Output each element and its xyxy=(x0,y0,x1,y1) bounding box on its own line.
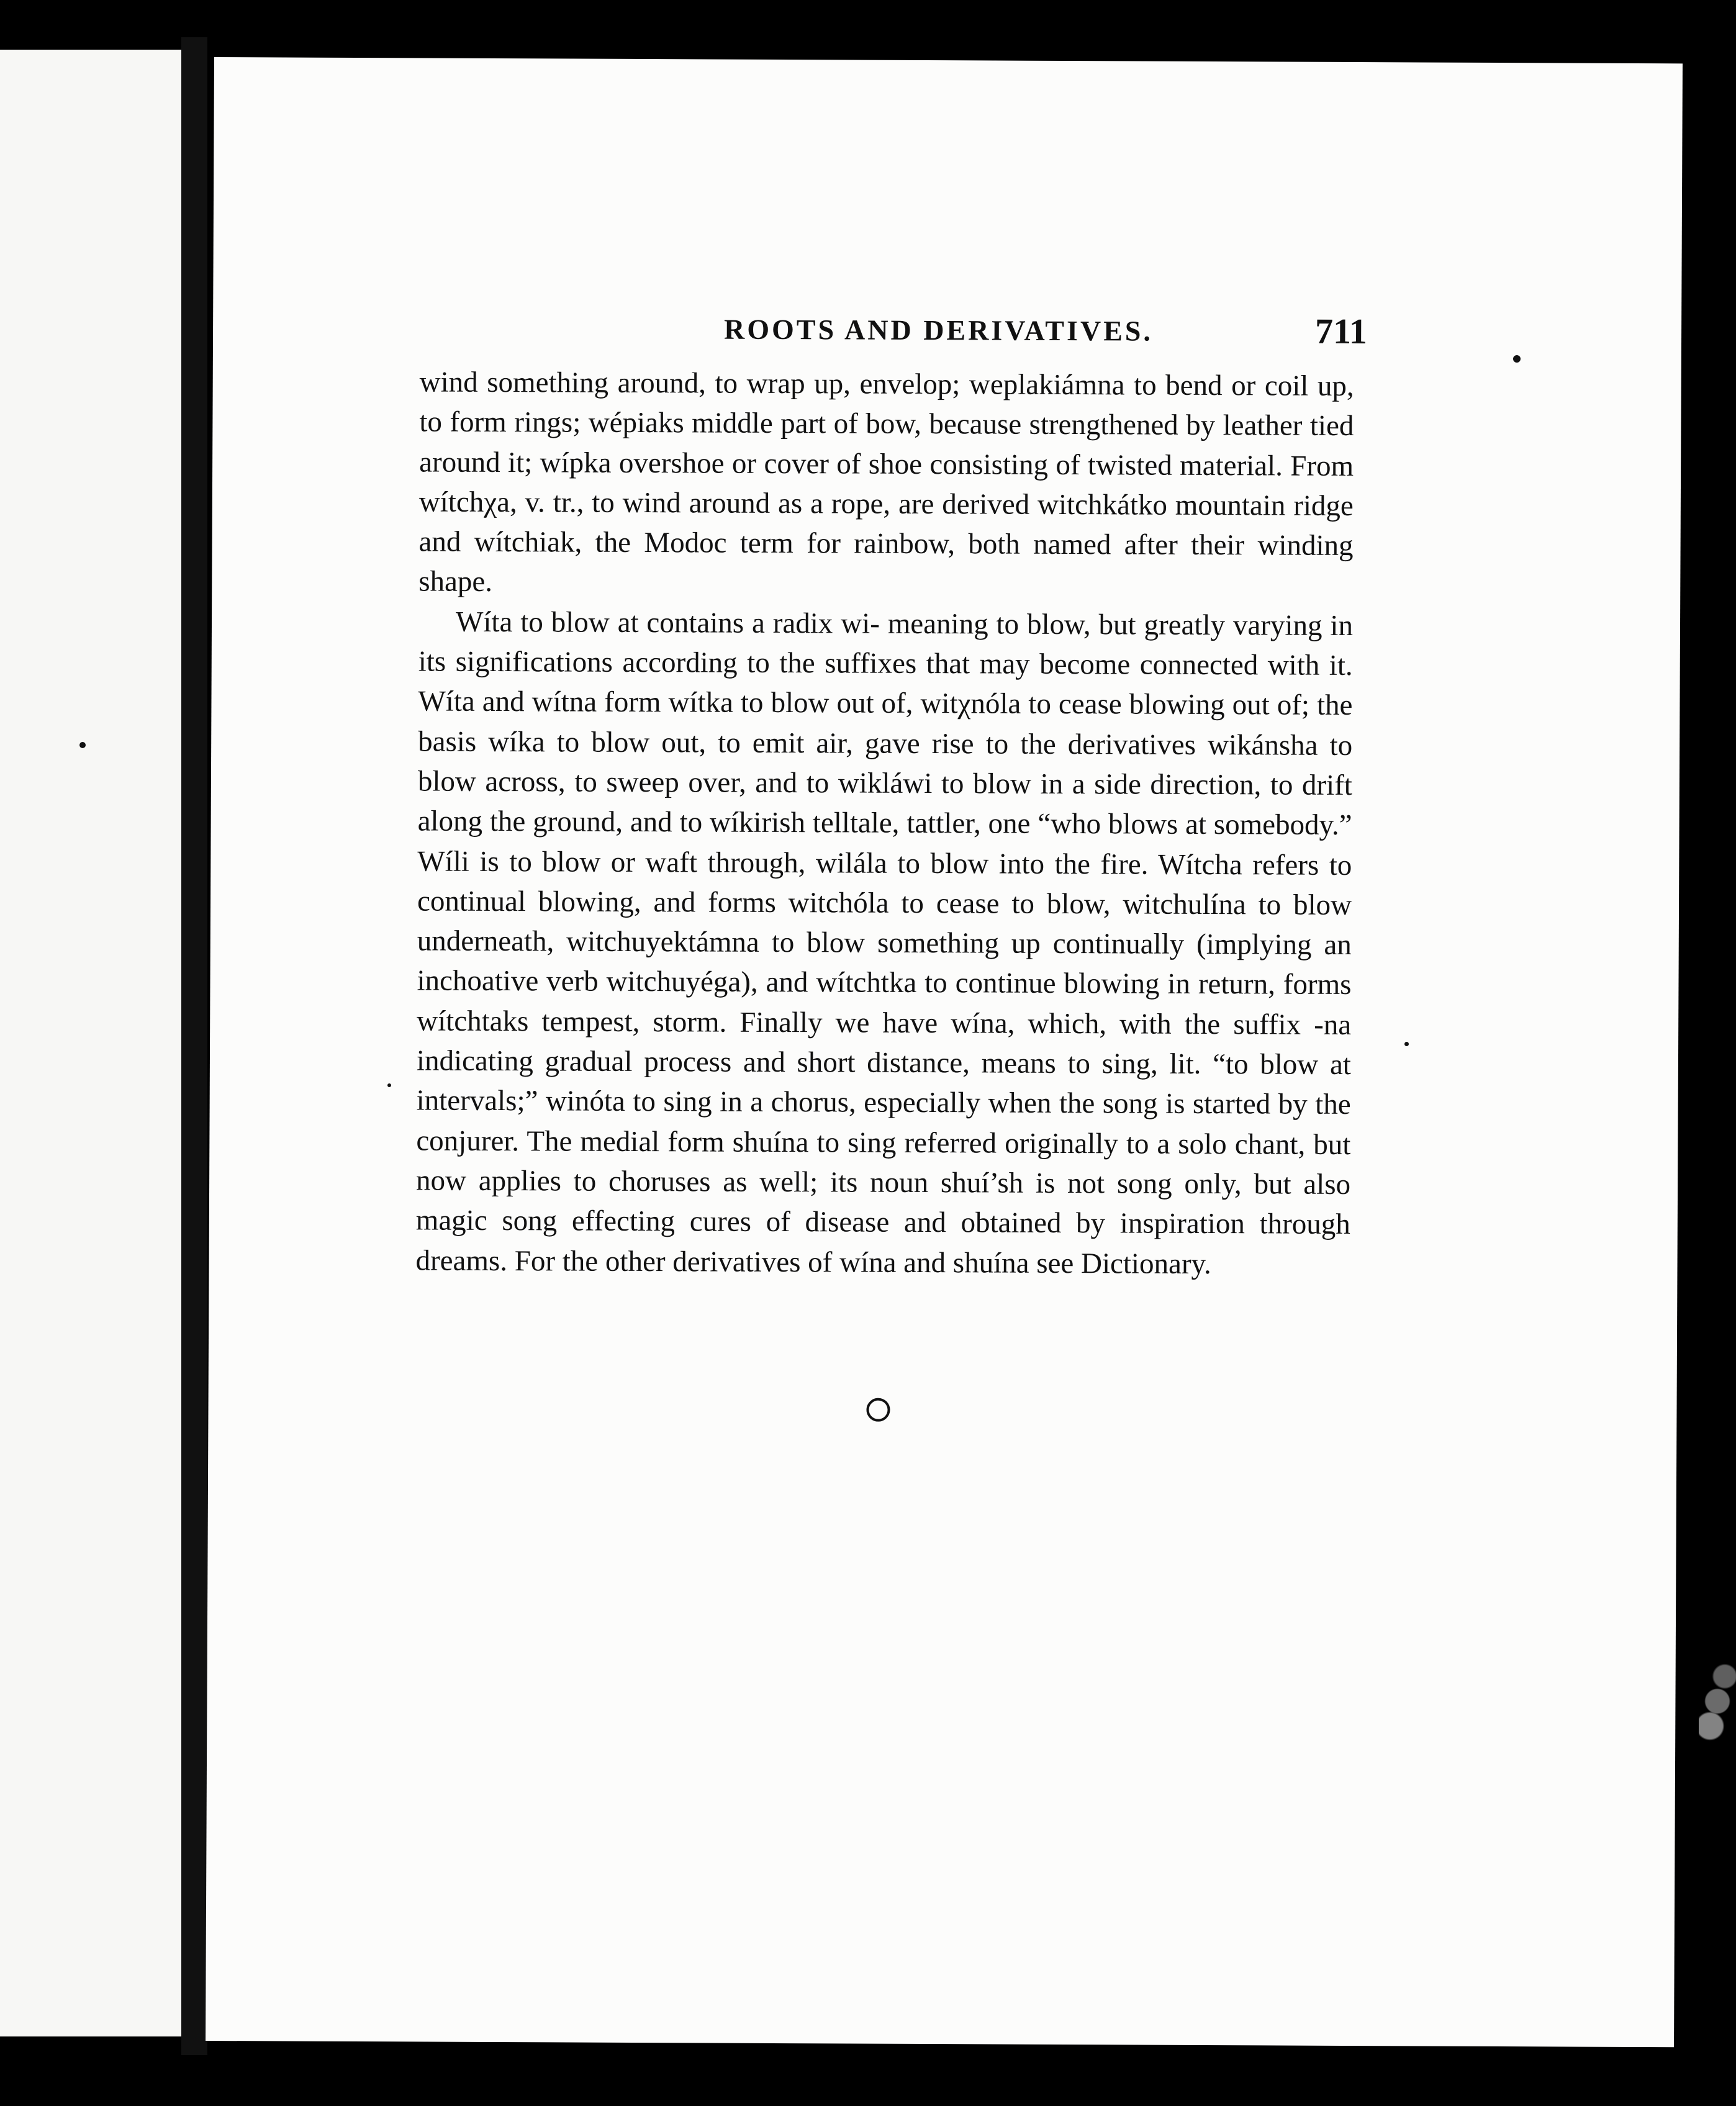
book-page xyxy=(206,57,1683,2047)
paragraph-continuation: wind something around, to wrap up, envelop; weplakiámna to bend or coil up, to form rings; wépiaks middle part of bow, because strengthened by leather tied around it; wípka overshoe or cover of shoe consisting of twisted material. From wítchχa, v. tr., to wind around as a rope, are derived witchkátko mountain ridge and wítchiak, the Modoc term for rainbow, both named after their winding shape. xyxy=(418,366,1354,599)
left-page-edge xyxy=(0,50,181,2036)
dust-speck xyxy=(79,742,86,748)
book-gutter xyxy=(181,37,207,2055)
end-ornament xyxy=(866,1398,890,1422)
page-number: 711 xyxy=(1314,310,1368,352)
dust-speck xyxy=(387,1083,391,1087)
body-text xyxy=(415,362,1354,1284)
scan-edge-noise xyxy=(1699,1639,1736,1763)
dust-speck xyxy=(1513,355,1521,363)
dust-speck xyxy=(1404,1042,1409,1046)
running-title: ROOTS AND DERIVATIVES. xyxy=(723,313,1154,347)
paragraph-wita: Wíta to blow at contains a radix wi- meaning to blow, but greatly varying in its significations according to the suffixes that may become connected with it. Wíta and wítna form wítka to blow out of, witχnóla to cease blowing out of; the basis wíka to blow out, to emit air, gave rise to the derivatives wikánsha to blow across, to sweep over, and to wikláwi to blow in a side direction, to drift along the ground, and to wíkirish telltale, tattler, one “who blows at somebody.” Wíli is to blow or waft through, wilála to blow into the fire. Wítcha refers to continual blowing, and forms witchóla to cease to blow, witchulína to blow underneath, witchuyektámna to blow something up continually (implying an inchoative verb witchuyéga), and wítchtka to continue blowing in return, forms wítchtaks tempest, storm. Finally we have wína, which, with the suffix -na indicating gradual process and short distance, means to sing, lit. “to blow at intervals;” winóta to sing in a chorus, especially when the song is started by the conjurer. The medial form shuína to sing referred originally to a solo chant, but now applies to choruses as well; its noun shuí’sh is not song only, but also magic song effecting cures of disease and obtained by inspiration through dreams. For the other derivatives of wína and shuína see Dictionary. xyxy=(415,605,1354,1280)
